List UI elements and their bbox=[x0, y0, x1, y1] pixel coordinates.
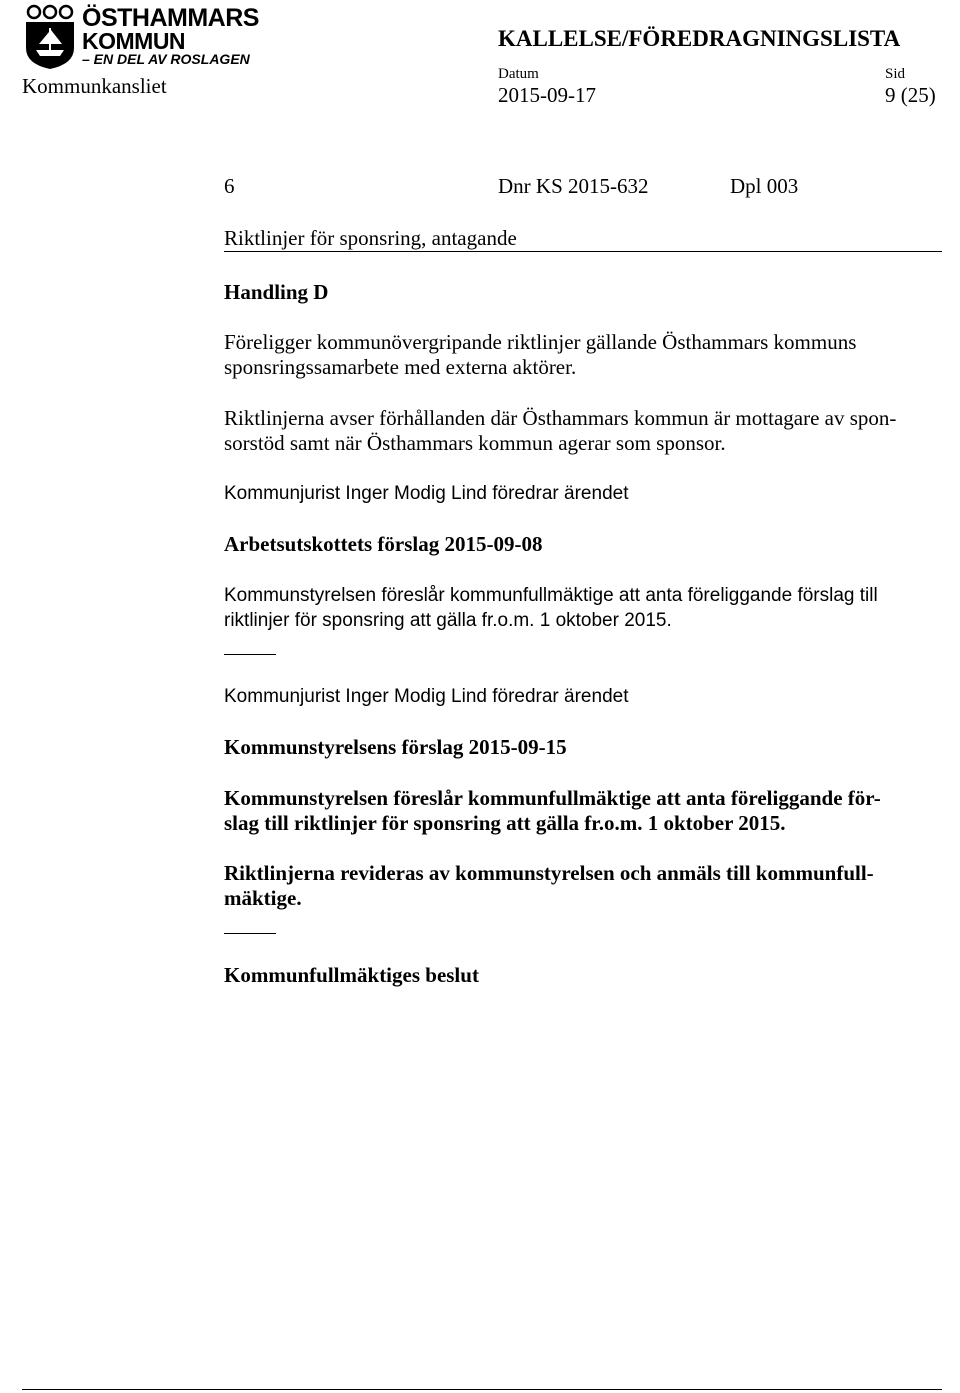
ks-proposal-heading: Kommunstyrelsens förslag 2015-09-15 bbox=[224, 735, 567, 759]
paragraph-line: Föreligger kommunövergripande riktlinjer gällande Östhammars kommuns bbox=[224, 330, 857, 354]
paragraph-line: sponsringssamarbete med externa aktörer. bbox=[224, 355, 577, 379]
municipality-logo bbox=[22, 4, 259, 70]
presenter-note: Kommunjurist Inger Modig Lind föredrar ärendet bbox=[224, 686, 629, 707]
kf-decision-heading: Kommunfullmäktiges beslut bbox=[224, 963, 479, 987]
title-divider bbox=[224, 251, 942, 252]
paragraph-line: slag till riktlinjer för sponsring att gälla fr.o.m. 1 oktober 2015. bbox=[224, 811, 786, 835]
au-proposal-heading: Arbetsutskottets förslag 2015-09-08 bbox=[224, 532, 543, 556]
diary-number: Dnr KS 2015-632 bbox=[498, 174, 649, 198]
logo-kommun: KOMMUN bbox=[82, 28, 186, 54]
item-title: Riktlinjer för sponsring, antagande bbox=[224, 226, 517, 250]
paragraph-line: Kommunstyrelsen föreslår kommunfullmäktige att anta föreliggande förslag till bbox=[224, 585, 878, 606]
item-number: 6 bbox=[224, 174, 235, 198]
page-label: Sid bbox=[885, 66, 906, 82]
document-type: KALLELSE/FÖREDRAGNINGSLISTA bbox=[498, 26, 901, 51]
section-separator bbox=[224, 654, 276, 655]
footer-divider bbox=[22, 1389, 942, 1390]
date-value: 2015-09-17 bbox=[498, 83, 596, 107]
paragraph-line: riktlinjer för sponsring att gälla fr.o.m. 1 oktober 2015. bbox=[224, 610, 672, 631]
department-name: Kommunkansliet bbox=[22, 74, 167, 98]
filing-code: Dpl 003 bbox=[730, 174, 799, 198]
logo-name: ÖSTHAMMARS bbox=[82, 4, 259, 32]
coat-of-arms-icon bbox=[22, 4, 78, 70]
presenter-note: Kommunjurist Inger Modig Lind föredrar ärendet bbox=[224, 483, 629, 504]
logo-tagline: – EN DEL AV ROSLAGEN bbox=[82, 51, 250, 67]
paragraph-line: Riktlinjerna avser förhållanden där Östhammars kommun är mottagare av spon- bbox=[224, 406, 897, 430]
paragraph-line: Kommunstyrelsen föreslår kommunfullmäktige att anta föreliggande för- bbox=[224, 786, 881, 810]
paragraph-line: sorstöd samt när Östhammars kommun agerar som sponsor. bbox=[224, 431, 726, 455]
date-label: Datum bbox=[498, 66, 539, 82]
paragraph-line: mäktige. bbox=[224, 886, 302, 910]
handling-reference: Handling D bbox=[224, 280, 329, 304]
section-separator bbox=[224, 933, 276, 934]
paragraph-line: Riktlinjerna revideras av kommunstyrelsen och anmäls till kommunfull- bbox=[224, 861, 874, 885]
page-number: 9 (25) bbox=[885, 83, 936, 107]
